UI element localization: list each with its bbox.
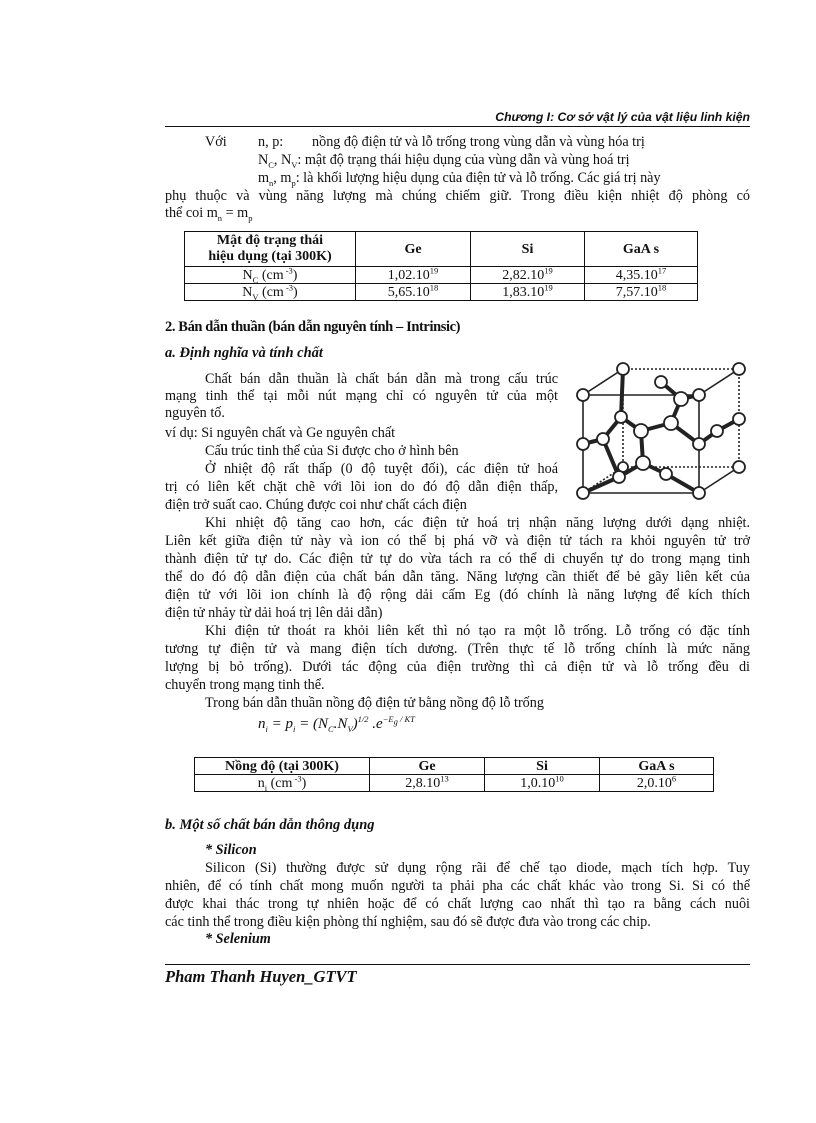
table2-col-ge: Ge xyxy=(370,758,485,775)
table1-row-nc-label: $N_C$ (cm $^{-3}$) xyxy=(185,267,356,284)
intro-mnmp: $m_n$, $m_p$: là khối lượng hiệu dụng của điện tử và lỗ trống. Các giá trị này xyxy=(258,170,661,188)
table1-col-gaas: GaA s xyxy=(585,232,698,267)
table2-cell: 1,0.10$^{10}$ xyxy=(485,775,600,792)
table1-cell: 2,82.10$^{19}$ xyxy=(471,267,585,284)
p1-line2: mạng tinh thể tại mỗi nút mạng chỉ có nguyên tử của một xyxy=(165,388,558,404)
table1-cell: 5,65.10$^{18}$ xyxy=(356,284,471,301)
table-row xyxy=(185,267,698,284)
section2-title: 2. Bán dẫn thuần (bán dẫn nguyên tính – Intrinsic) xyxy=(165,319,461,335)
table2-header-label: Nồng độ (tại 300K) xyxy=(195,758,370,775)
section2-sub-a: a. Định nghĩa và tính chất xyxy=(165,345,323,361)
p2-line3: điện trở suất cao. Chúng được coi như chất cách điện xyxy=(165,497,467,513)
table1-cell: 7,57.10$^{18}$ xyxy=(585,284,698,301)
p4-line: lượng bị bỏ trống). Dưới tác động của điện trường thì cả điện tử và lỗ trống đều di xyxy=(165,659,750,675)
intrinsic-concentration-formula: $n_i = p_i = (N_C.N_V)^{1/2}$ $.e^{-E_g / KT}$ xyxy=(258,714,415,734)
table2-col-si: Si xyxy=(485,758,600,775)
table1-header-label: Mật độ trạng thái hiệu dụng (tại 300K) xyxy=(185,232,356,267)
intro-line3: thể coi $m_n = m_p$ xyxy=(165,205,253,223)
table-row xyxy=(185,284,698,301)
chapter-header: Chương I: Cơ sở vật lý của vật liệu linh kiện xyxy=(495,110,750,124)
table2-cell: 2,8.10$^{13}$ xyxy=(370,775,485,792)
p3-line: điện tử nhảy từ dải hoá trị lên dải dẫn) xyxy=(165,605,383,621)
table2-cell: 2,0.10$^6$ xyxy=(600,775,714,792)
p3-line: thành điện tử tự do. Các điện tử tự do vừa tách ra có thể di chuyển tự do trong mạng tinh xyxy=(165,551,750,567)
p4-line: chuyển trong mạng tinh thể. xyxy=(165,677,325,693)
table1-cell: 4,35.10$^{17}$ xyxy=(585,267,698,284)
footer-rule xyxy=(165,964,750,965)
footer-author: Pham Thanh Huyen_GTVT xyxy=(165,967,357,986)
p1-line1: Chất bán dẫn thuần là chất bán dẫn mà trong cấu trúc xyxy=(205,371,558,387)
silicon-line: được khai thác trong tự nhiên hoặc để có chất lượng cao nhất thì tạo ra bằng cách nuôi xyxy=(165,896,750,912)
table1-row-nv-label: $N_V$ (cm $^{-3}$) xyxy=(185,284,356,301)
table2-col-gaas: GaA s xyxy=(600,758,714,775)
intro-voi: Với xyxy=(205,134,227,150)
table1-cell: 1,02.10$^{19}$ xyxy=(356,267,471,284)
intro-np-text: nồng độ điện tử và lỗ trống trong vùng dẫn và vùng hóa trị xyxy=(312,134,645,150)
p3-line: Khi nhiệt độ tăng cao hơn, các điện tử hoá trị nhận năng lượng dưới dạng nhiệt. xyxy=(205,515,750,531)
p4-line: tương tự điện tử và mang điện tích dương. (Trên thực tế lỗ trống chính là mức năng xyxy=(165,641,750,657)
table-row xyxy=(195,775,714,792)
silicon-line: các tinh thể trong điều kiện phòng thí nghiệm, sau đó sẽ được đưa vào trong các chip. xyxy=(165,914,651,930)
p2-line2: trị có liên kết chặt chẽ với lõi ion do đó độ dẫn điện thấp, xyxy=(165,479,558,495)
example-line: ví dụ: Si nguyên chất và Ge nguyên chất xyxy=(165,425,396,441)
table2-row-ni-label: $n_i$ (cm $^{-3}$) xyxy=(195,775,370,792)
p3-line: điện tử với lõi ion chính là độ rộng dải cấm Eg (đó chính là năng lượng để kích thích xyxy=(165,587,750,603)
density-of-states-table xyxy=(184,231,698,301)
p5-line: Trong bán dẫn thuần nồng độ điện tử bằng nồng độ lỗ trống xyxy=(205,695,544,711)
p2-line1: Ở nhiệt độ rất thấp (0 độ tuyệt đối), các điện tử hoá xyxy=(205,461,558,477)
p3-line: Liên kết giữa điện tử này và ion có thể bị phá vỡ và điện tử tách ra khỏi nguyên tử trở xyxy=(165,533,750,549)
structure-line: Cấu trúc tinh thể của Si được cho ở hình bên xyxy=(205,443,459,459)
p4-line: Khi điện tử thoát ra khỏi liên kết thì nó tạo ra một lỗ trống. Lỗ trống có đặc tính xyxy=(205,623,750,639)
silicon-heading: * Silicon xyxy=(205,842,257,858)
header-rule xyxy=(165,126,750,127)
selenium-heading: * Selenium xyxy=(205,931,271,947)
intrinsic-concentration-table xyxy=(194,757,714,792)
silicon-line: Silicon (Si) thường được sử dụng rộng rãi để chế tạo diode, mạch tích hợp. Tuy xyxy=(205,860,750,876)
silicon-crystal-figure xyxy=(571,359,751,503)
section-b-title: b. Một số chất bán dẫn thông dụng xyxy=(165,817,375,833)
table1-cell: 1,83.10$^{19}$ xyxy=(471,284,585,301)
silicon-line: nhiên, để có tính chất mong muốn người ta phải pha các chất khác vào trong Si. Si có thể xyxy=(165,878,750,894)
table1-col-ge: Ge xyxy=(356,232,471,267)
intro-np-label: n, p: xyxy=(258,134,284,150)
p3-line: thể do đó độ dẫn điện của chất bán dẫn tăng. Năng lượng cần thiết để bẻ gãy liên kết của xyxy=(165,569,750,585)
intro-line2: phụ thuộc và vùng năng lượng mà chúng chiếm giữ. Trong điều kiện nhiệt độ phòng có xyxy=(165,188,750,204)
p1-line3: nguyên tố. xyxy=(165,405,225,421)
intro-ncnv: $N_C$, $N_V$: mật độ trạng thái hiệu dụng của vùng dẫn và vùng hoá trị xyxy=(258,152,630,170)
table1-col-si: Si xyxy=(471,232,585,267)
